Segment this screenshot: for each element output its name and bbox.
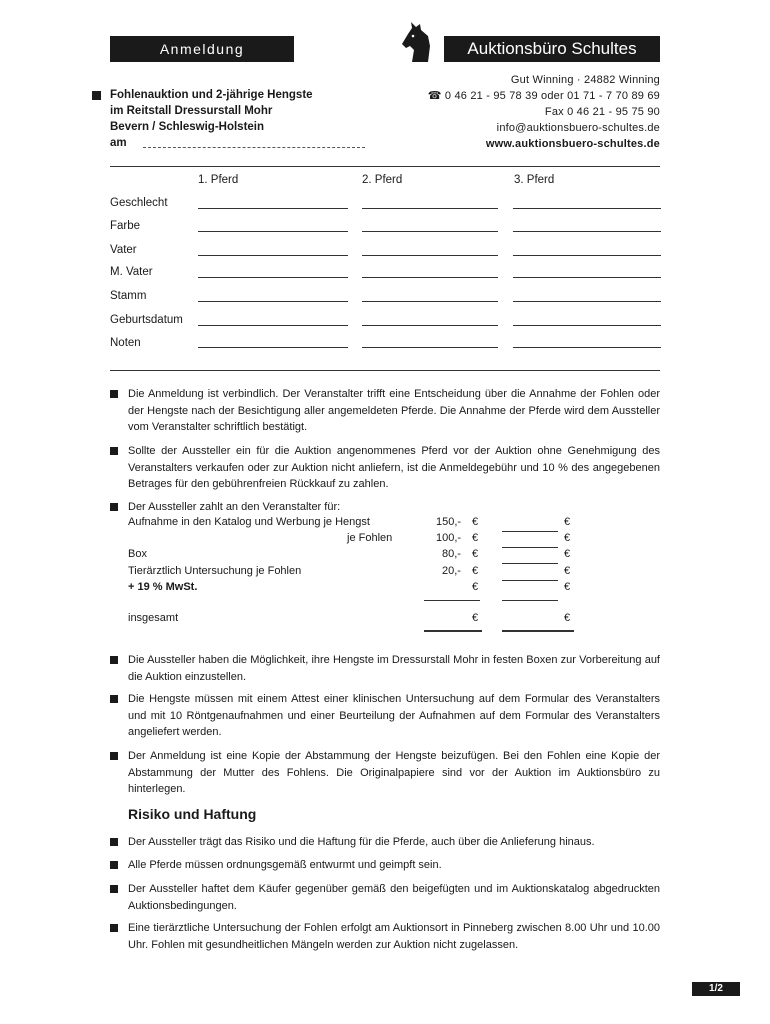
- euro-sign: €: [472, 581, 479, 593]
- row-label-stamm: Stamm: [110, 290, 147, 302]
- fee-amount: 80,-: [442, 548, 461, 560]
- row-label-farbe: Farbe: [110, 220, 141, 232]
- field-geburtsdatum-3[interactable]: [513, 325, 661, 326]
- field-geschlecht-1[interactable]: [198, 208, 348, 209]
- euro-sign: €: [564, 612, 571, 624]
- event-info: [92, 87, 382, 151]
- field-farbe-3[interactable]: [513, 231, 661, 232]
- term-item: [110, 652, 660, 685]
- field-vater-2[interactable]: [362, 255, 498, 256]
- fees-intro: Der Aussteller zahlt an den Veranstalter für:: [128, 501, 341, 513]
- fee-input-mwst[interactable]: [502, 600, 558, 601]
- event-line-2: im Reitstall Dressurstall Mohr: [110, 105, 273, 117]
- fee-row-fohlen: [128, 532, 578, 548]
- divider: [110, 370, 660, 371]
- event-date-field[interactable]: [143, 147, 365, 148]
- column-header-2: 2. Pferd: [362, 174, 403, 186]
- euro-sign: €: [564, 581, 571, 593]
- row-label-noten: Noten: [110, 337, 141, 349]
- fee-label: + 19 % MwSt.: [128, 581, 198, 593]
- fee-row-mwst: [128, 581, 578, 597]
- euro-sign: €: [472, 612, 479, 624]
- bullet-square-icon: [110, 752, 118, 760]
- field-geschlecht-2[interactable]: [362, 208, 498, 209]
- total-line-1: [424, 630, 482, 632]
- contact-email: info@auktionsbuero-schultes.de: [496, 122, 660, 134]
- field-stamm-2[interactable]: [362, 301, 498, 302]
- bullet-square-icon: [110, 838, 118, 846]
- fee-amount: 150,-: [436, 516, 462, 528]
- contact-block: [428, 72, 660, 152]
- fee-row-total: [128, 612, 578, 628]
- euro-sign: €: [472, 532, 479, 544]
- bullet-square-icon: [110, 924, 118, 932]
- term2-text-3: Der Anmeldung ist eine Kopie der Abstammung der Hengste beizufügen. Bei den Fohlen eine Kopie der Abstammung der Mutter des Fohlens. Die Originalpapiere sind vor der Auktion im Auktionsbüro zu hinterlegen.: [128, 750, 660, 795]
- fee-amount: 100,-: [436, 532, 462, 544]
- bullet-square-icon: [110, 447, 118, 455]
- horse-head-logo-icon: [398, 20, 442, 64]
- risk-text-3: Der Aussteller haftet dem Käufer gegenüber gemäß den beigefügten und im Auktionskatalog abgedruckten Auktionsbedingungen.: [128, 883, 660, 912]
- row-label-geburtsdatum: Geburtsdatum: [110, 314, 183, 326]
- term-item: [110, 386, 660, 436]
- term2-text-2: Die Hengste müssen mit einem Attest einer klinischen Untersuchung auf dem Formular des Veranstalters und mit 10 Röntgenaufnahmen und einer Beurteilung der Aufnahmen auf dem Formular des Veranstalters angeliefert werden.: [128, 693, 660, 738]
- euro-sign: €: [564, 532, 571, 544]
- term-text-2: Sollte der Aussteller ein für die Auktion angenommenes Pferd vor der Auktion ohne Genehmigung des Veranstalters verkaufen oder zur Auktion nicht anliefern, ist die Anmeldegebühr und 10 % des angegebenen Betrages für den gebührenfreien Rückkauf zu zahlen.: [128, 445, 660, 490]
- fee-input-box[interactable]: [502, 563, 558, 564]
- field-noten-2[interactable]: [362, 347, 498, 348]
- field-m-vater-2[interactable]: [362, 277, 498, 278]
- risk-item: [110, 881, 660, 914]
- term-item: [110, 748, 660, 798]
- field-noten-1[interactable]: [198, 347, 348, 348]
- field-geburtsdatum-1[interactable]: [198, 325, 348, 326]
- field-farbe-1[interactable]: [198, 231, 348, 232]
- bullet-square-icon: [110, 656, 118, 664]
- fees-intro-item: [110, 499, 660, 516]
- contact-web: www.auktionsbuero-schultes.de: [485, 138, 660, 150]
- divider: [110, 166, 660, 167]
- bullet-square-icon: [110, 390, 118, 398]
- field-farbe-2[interactable]: [362, 231, 498, 232]
- term-item: [110, 443, 660, 493]
- risk-text-1: Der Aussteller trägt das Risiko und die Haftung für die Pferde, auch über die Anlieferung hinaus.: [128, 836, 595, 848]
- euro-sign: €: [472, 565, 479, 577]
- risk-text-4: Eine tierärztliche Untersuchung der Fohlen erfolgt am Auktionsort in Pinneberg zwischen 8.00 Uhr und 10.00 Uhr. Fohlen mit gesundheitlichen Mängeln werden zur Auktion nicht zugelassen.: [128, 922, 660, 951]
- field-stamm-1[interactable]: [198, 301, 348, 302]
- total-label: insgesamt: [128, 612, 179, 624]
- euro-sign: €: [564, 516, 571, 528]
- event-line-3: Bevern / Schleswig-Holstein: [110, 121, 265, 133]
- field-geburtsdatum-2[interactable]: [362, 325, 498, 326]
- fee-row-box: [128, 548, 578, 564]
- term-text-1: Die Anmeldung ist verbindlich. Der Veranstalter trifft eine Entscheidung über die Annahme der Fohlen oder der Hengste nach der Besichtigung aller angemeldeten Pferde. Die Annahme der Pferde wird dem Aussteller vom Veranstalter schriftlich bestätigt.: [128, 388, 660, 433]
- euro-sign: €: [564, 565, 571, 577]
- field-stamm-3[interactable]: [513, 301, 661, 302]
- column-header-3: 3. Pferd: [514, 174, 555, 186]
- fee-label: je Fohlen: [347, 532, 393, 544]
- field-vater-3[interactable]: [513, 255, 661, 256]
- bullet-square-icon: [110, 861, 118, 869]
- mwst-subtotal-line: [424, 600, 480, 601]
- field-noten-3[interactable]: [513, 347, 661, 348]
- fee-amount: 20,-: [442, 565, 461, 577]
- field-vater-1[interactable]: [198, 255, 348, 256]
- field-m-vater-1[interactable]: [198, 277, 348, 278]
- event-date-row: [110, 135, 382, 151]
- form-title: Anmeldung: [110, 36, 294, 62]
- euro-sign: €: [472, 548, 479, 560]
- bullet-square-icon: [110, 695, 118, 703]
- contact-address: Gut Winning · 24882 Winning: [510, 74, 660, 86]
- page-number: 1/2: [692, 982, 740, 996]
- event-date-label: am: [110, 137, 127, 149]
- risk-heading: Risiko und Haftung: [128, 806, 257, 822]
- event-line-1: Fohlenauktion und 2-jährige Hengste: [110, 89, 313, 101]
- fee-row-hengst: [128, 516, 578, 532]
- term2-text-1: Die Aussteller haben die Möglichkeit, ihre Hengste im Dressurstall Mohr in festen Boxen zur Vorbereitung auf die Auktion einzustellen.: [128, 654, 660, 683]
- risk-item: [110, 920, 660, 953]
- euro-sign: €: [472, 516, 479, 528]
- bullet-square-icon: [92, 91, 101, 100]
- fee-label: Aufnahme in den Katalog und Werbung je Hengst: [128, 516, 370, 528]
- row-label-vater: Vater: [110, 244, 137, 256]
- risk-item: [110, 857, 660, 874]
- field-m-vater-3[interactable]: [513, 277, 661, 278]
- row-label-m-vater: M. Vater: [110, 266, 153, 278]
- row-label-geschlecht: Geschlecht: [110, 197, 168, 209]
- fee-label: Tierärztlich Untersuchung je Fohlen: [128, 565, 302, 577]
- risk-text-2: Alle Pferde müssen ordnungsgemäß entwurmt und geimpft sein.: [128, 859, 442, 871]
- bullet-square-icon: [110, 885, 118, 893]
- bullet-square-icon: [110, 503, 118, 511]
- field-geschlecht-3[interactable]: [513, 208, 661, 209]
- contact-phone: ☎ 0 46 21 - 95 78 39 oder 01 71 - 7 70 89 69: [427, 90, 660, 102]
- euro-sign: €: [564, 548, 571, 560]
- brand-name: Auktionsbüro Schultes: [444, 36, 660, 62]
- contact-fax: Fax 0 46 21 - 95 75 90: [544, 106, 660, 118]
- column-header-1: 1. Pferd: [198, 174, 239, 186]
- term-item: [110, 691, 660, 741]
- fee-row-untersuchung: [128, 565, 578, 581]
- fee-label: Box: [128, 548, 147, 560]
- risk-item: [110, 834, 660, 851]
- total-input[interactable]: [502, 630, 574, 632]
